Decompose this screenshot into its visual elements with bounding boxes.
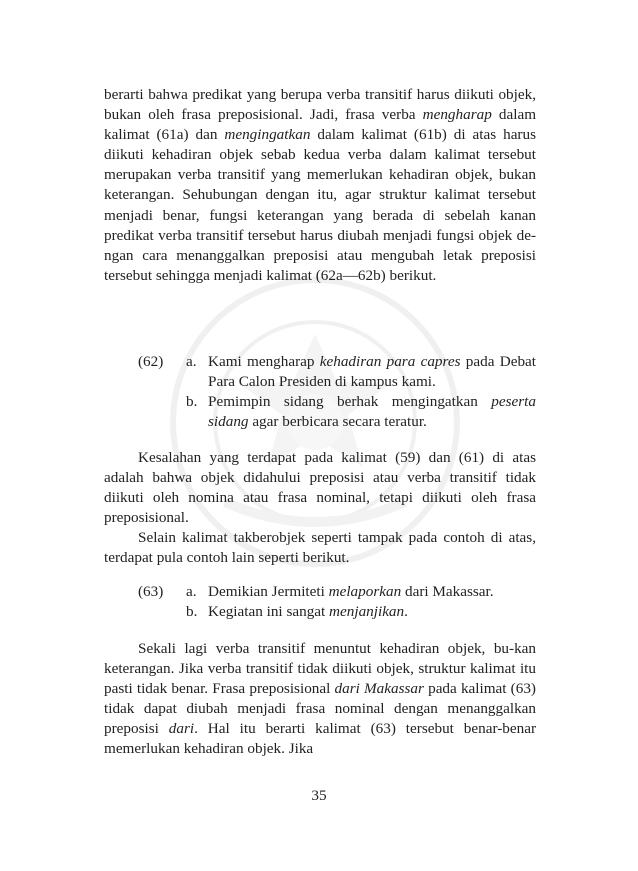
example-62a-text-1: Kami mengharap	[208, 353, 320, 370]
example-62a-letter: a.	[186, 353, 197, 370]
example-number-62: (62)	[138, 353, 164, 370]
example-62b	[104, 392, 536, 432]
para1-text-1: berarti bahwa predikat yang berupa verba transitif harus diikuti objek, bukan oleh frasa preposisional. Jadi, frasa verba	[104, 86, 536, 124]
example-62	[104, 352, 536, 432]
example-63a-italic: melaporkan	[328, 583, 402, 600]
example-63	[104, 582, 536, 622]
paragraph-4	[104, 639, 536, 760]
para3-text: Selain kalimat takberobjek seperti tampak pada contoh di atas, terdapat pula contoh lain seperti berikut.	[104, 529, 536, 567]
example-63a-text-2: dari Makassar.	[401, 583, 494, 600]
para1-italic-mengingatkan: mengingatkan	[224, 126, 311, 144]
example-63b-text-2: .	[404, 603, 408, 621]
paragraph-1	[104, 85, 536, 286]
para2-text: Kesalahan yang terdapat pada kalimat (59) dan (61) di atas adalah bahwa objek didahului preposisi atau verba transitif tidak diikuti oleh nomina atau frasa nominal, tetapi diikuti oleh frasa preposisional.	[104, 449, 536, 527]
example-62b-text-1: Pemimpin sidang berhak mengingatkan	[208, 393, 492, 411]
example-62b-italic: peserta sidang	[208, 393, 536, 431]
para4-italic-dari-makassar: dari Makassar	[334, 680, 424, 698]
example-62b-text-2: agar berbicara secara teratur.	[248, 413, 427, 431]
para4-text-2: pada kalimat (63) tidak dapat diubah menjadi frasa nominal dengan menanggalkan preposisi	[104, 680, 536, 738]
example-62a-text-2: pada Debat Para Calon Presiden di kampus kami.	[208, 353, 536, 391]
para4-text-1: Sekali lagi verba transitif menuntut kehadiran objek, bu-kan keterangan. Jika verba transitif tidak diikuti objek, struktur kalimat itu pasti tidak benar. Frasa preposisional	[104, 640, 536, 698]
example-63a-text-1: Demikian Jermiteti	[208, 583, 329, 600]
paragraph-2	[104, 448, 536, 569]
example-62a-italic: kehadiran para capres	[319, 353, 461, 370]
para1-text-2: dalam kalimat (61a) dan	[104, 106, 537, 144]
para1-italic-mengharap: mengharap	[422, 106, 492, 124]
example-63a	[104, 582, 536, 602]
example-63b-text-1: Kegiatan ini sangat	[208, 603, 330, 621]
para4-text-3: . Hal itu berarti kalimat (63) tersebut benar-benar memerlukan kehadiran objek. Jika	[104, 720, 537, 758]
example-63b-italic: menjanjikan	[329, 603, 405, 621]
example-number-63: (63)	[138, 583, 164, 600]
example-62b-letter: b.	[186, 393, 198, 411]
para1-text-3: dalam kalimat (61b) di atas harus diikuti kehadiran objek sebab kedua verba dalam kalimat tersebut merupakan verba transitif yang memerlukan kehadiran objek, bukan keterangan. Sehubungan dengan itu, agar struktur kalimat tersebut menjadi benar, fungsi keterangan yang berada di sebelah kanan predikat verba transitif tersebut harus diubah menjadi fungsi objek de-ngan cara menanggalkan preposisi atau mengubah letak preposisi tersebut sehingga menjadi kalimat (62a—62b) berikut.	[104, 126, 536, 284]
para4-italic-dari: dari	[168, 720, 195, 738]
example-63b-letter: b.	[186, 603, 198, 621]
example-62a	[104, 352, 536, 392]
example-63a-letter: a.	[186, 583, 197, 600]
example-63b	[104, 602, 536, 622]
page-number: 35	[311, 787, 327, 804]
